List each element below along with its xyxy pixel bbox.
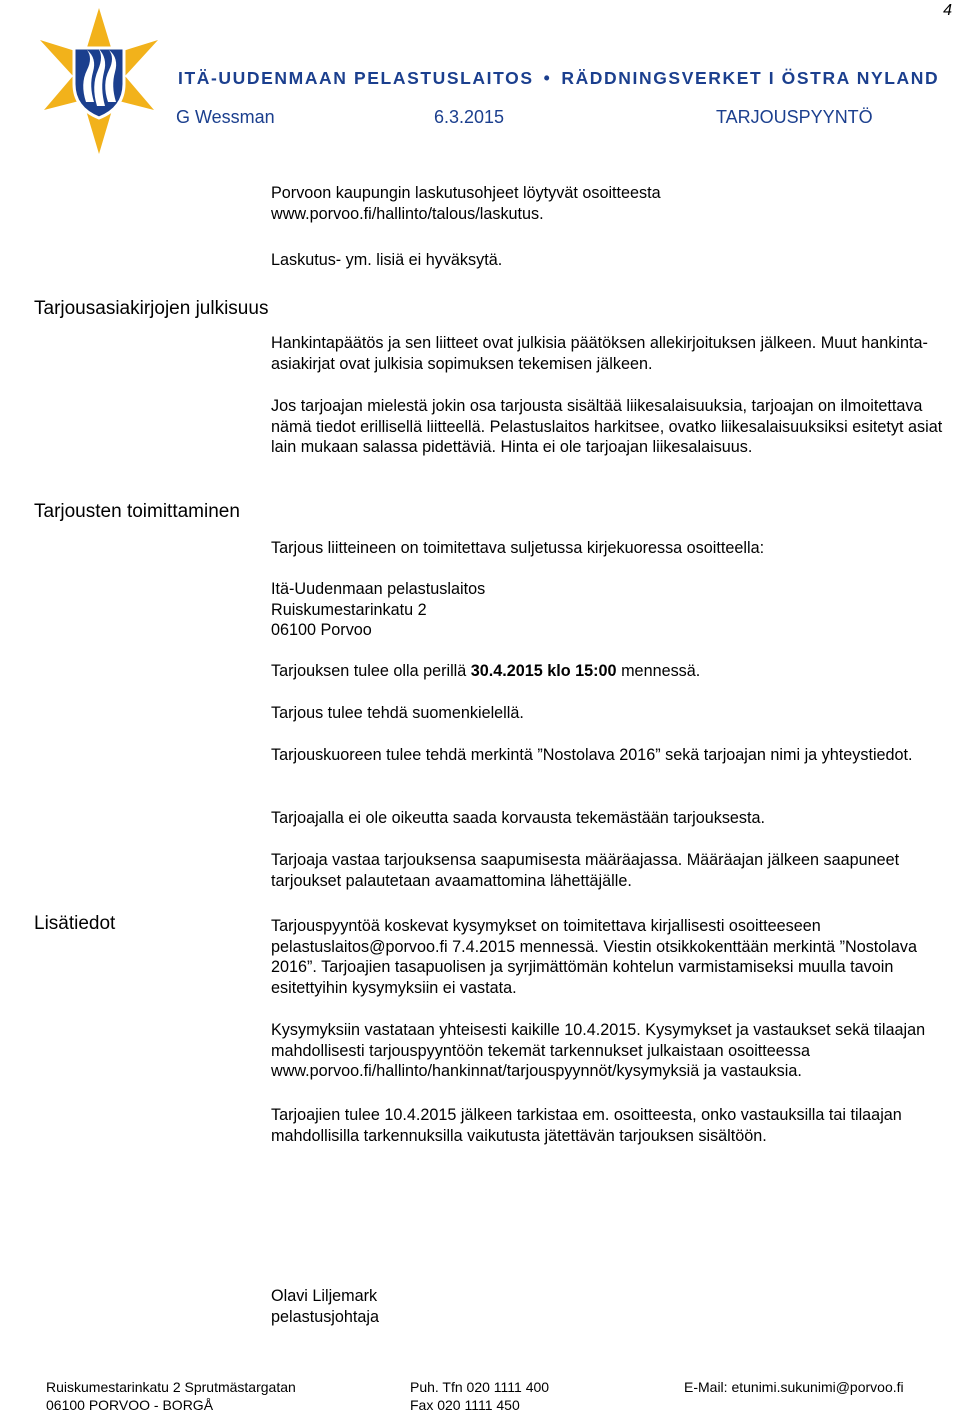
questions-paragraph: Tarjouspyyntöä koskevat kysymykset on toimitettava kirjallisesti osoitteeseen pelastuslaitos@porvoo.fi 7.4.2015 mennessä. Viestin otsikkokenttään merkintä ”Nostolava 2016”. Tarjoajien tasapuolisen ja syrjimättömän kohtelun varmistamiseksi muulla tavoin esitettyihin kysymyksiin ei vastata. bbox=[271, 917, 917, 997]
footer-phone: Puh. Tfn 020 1111 400 bbox=[410, 1379, 550, 1395]
address-line-2: Ruiskumestarinkatu 2 bbox=[271, 600, 427, 619]
deadline-paragraph bbox=[271, 661, 959, 682]
footer-address bbox=[46, 1378, 296, 1414]
billing-instructions bbox=[271, 183, 959, 224]
billing-extra: Laskutus- ym. lisiä ei hyväksytä. bbox=[271, 251, 503, 269]
address-line-1: Itä-Uudenmaan pelastuslaitos bbox=[271, 580, 486, 598]
no-compensation-paragraph: Tarjoajalla ei ole oikeutta saada korvausta tekemästään tarjouksesta. bbox=[271, 809, 766, 827]
header-date: 6.3.2015 bbox=[434, 107, 505, 127]
delivery-address bbox=[271, 579, 959, 641]
section-heading-more-info: Lisätiedot bbox=[34, 913, 116, 934]
section-heading-publicity: Tarjousasiakirjojen julkisuus bbox=[34, 298, 269, 319]
responsibility-paragraph: Tarjoaja vastaa tarjouksensa saapumisesta määräajassa. Määräajan jälkeen saapuneet tarjoukset palautetaan avaamattomina lähettäjälle. bbox=[271, 851, 900, 890]
page-number: 4 bbox=[943, 2, 952, 19]
footer-fax: Fax 020 1111 450 bbox=[410, 1397, 520, 1413]
check-paragraph: Tarjoajien tulee 10.4.2015 jälkeen tarkistaa em. osoitteesta, onko vastauksilla tai tilaajan mahdollisilla tarkennuksilla vaikutusta jätettävän tarjouksen sisältöön. bbox=[271, 1106, 902, 1145]
signature-block bbox=[271, 1286, 959, 1327]
deadline-post: mennessä. bbox=[616, 662, 701, 680]
star-shield-flames-icon bbox=[34, 6, 164, 156]
signature-name: Olavi Liljemark bbox=[271, 1287, 378, 1305]
deadline-pre: Tarjouksen tulee olla perillä bbox=[271, 662, 471, 680]
footer-address-line-2: 06100 PORVOO - BORGÅ bbox=[46, 1397, 214, 1413]
publicity-paragraph-2: Jos tarjoajan mielestä jokin osa tarjousta sisältää liikesalaisuuksia, tarjoajan on ilmoitettava nämä tiedot erillisellä liitteellä. Pelastuslaitos harkitsee, ovatko liikesalaisuuksiksi esitetyt asiat lain mukaan salassa pidettäviä. Hinta ei ole tarjoajan liikesalaisuus. bbox=[271, 397, 943, 456]
title-separator: • bbox=[543, 68, 552, 88]
envelope-paragraph: Tarjouskuoreen tulee tehdä merkintä ”Nostolava 2016” sekä tarjoajan nimi ja yhteystiedot. bbox=[271, 746, 913, 764]
billing-line-2: www.porvoo.fi/hallinto/talous/laskutus. bbox=[271, 204, 544, 223]
header-author: G Wessman bbox=[176, 107, 275, 127]
answers-paragraph: Kysymyksiin vastataan yhteisesti kaikille 10.4.2015. Kysymykset ja vastaukset sekä tilaajan mahdollisesti tarjouspyyntöön tekemät tarkennukset julkaistaan osoitteessa www.porvoo.fi/hallinto/hankinnat/tarjouspyynnöt/kysymyksiä ja vastauksia. bbox=[271, 1021, 926, 1080]
org-name-sv: RÄDDNINGSVERKET I ÖSTRA NYLAND bbox=[561, 68, 940, 88]
organization-title bbox=[178, 68, 939, 89]
section-heading-submission: Tarjousten toimittaminen bbox=[34, 501, 240, 522]
billing-line-1: Porvoon kaupungin laskutusohjeet löytyvät osoitteesta bbox=[271, 184, 661, 202]
footer-address-line-1: Ruiskumestarinkatu 2 Sprutmästargatan bbox=[46, 1379, 296, 1395]
org-name-fi: ITÄ-UUDENMAAN PELASTUSLAITOS bbox=[178, 68, 534, 88]
signature-title: pelastusjohtaja bbox=[271, 1307, 379, 1326]
address-line-3: 06100 Porvoo bbox=[271, 621, 372, 639]
header-doc-type: TARJOUSPYYNTÖ bbox=[716, 107, 873, 127]
publicity-paragraph-1: Hankintapäätös ja sen liitteet ovat julkisia päätöksen allekirjoituksen jälkeen. Muut hankinta-asiakirjat ovat julkisia sopimuksen tekemisen jälkeen. bbox=[271, 334, 928, 373]
submission-intro: Tarjous liitteineen on toimitettava suljetussa kirjekuoressa osoitteella: bbox=[271, 539, 765, 557]
footer-contact bbox=[410, 1378, 549, 1414]
language-paragraph: Tarjous tulee tehdä suomenkielellä. bbox=[271, 704, 524, 722]
deadline-date: 30.4.2015 klo 15:00 bbox=[470, 662, 617, 680]
footer-email: E-Mail: etunimi.sukunimi@porvoo.fi bbox=[684, 1379, 904, 1395]
